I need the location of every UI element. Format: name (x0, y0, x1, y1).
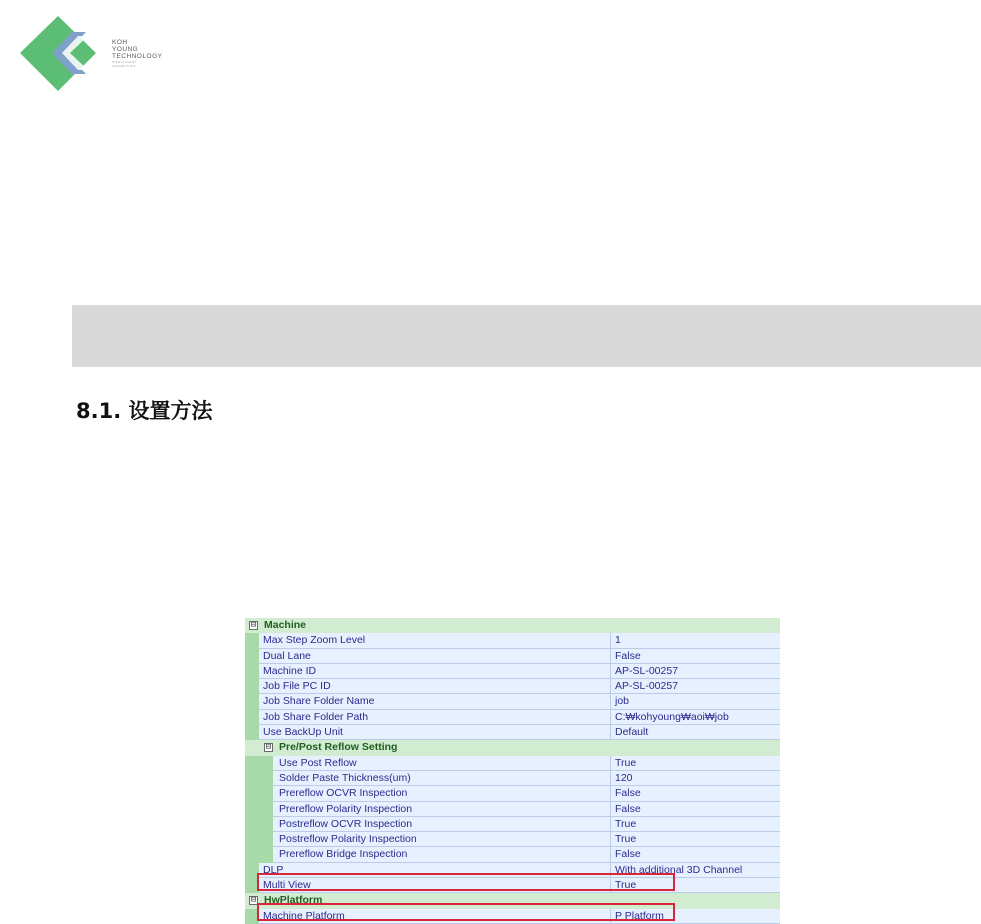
property-name: Solder Paste Thickness(um) (273, 771, 611, 786)
property-name: Machine Platform (259, 909, 611, 924)
property-name: Job File PC ID (259, 679, 611, 694)
property-value[interactable]: False (611, 802, 780, 817)
grid-row[interactable] (245, 694, 780, 709)
property-name: Use Post Reflow (273, 756, 611, 771)
property-name: Use BackUp Unit (259, 725, 611, 740)
grid-row[interactable] (245, 802, 780, 817)
collapse-icon[interactable]: ⊟ (250, 895, 257, 906)
category-hwplatform[interactable] (245, 893, 780, 908)
category-machine[interactable] (245, 618, 780, 633)
property-value[interactable]: True (611, 756, 780, 771)
logo-line-1: KOH (112, 39, 128, 46)
grid-row[interactable] (245, 817, 780, 832)
property-name: Prereflow Polarity Inspection (273, 802, 611, 817)
grid-row[interactable] (245, 664, 780, 679)
grid-row[interactable] (245, 756, 780, 771)
property-name: Multi View (259, 878, 611, 893)
grid-row[interactable] (245, 786, 780, 801)
property-name: Machine ID (259, 664, 611, 679)
property-value[interactable]: P Platform (611, 909, 780, 924)
grid-row[interactable] (245, 633, 780, 648)
grid-row[interactable] (245, 710, 780, 725)
property-value[interactable]: False (611, 847, 780, 862)
property-grid (245, 618, 780, 924)
property-name: Prereflow OCVR Inspection (273, 786, 611, 801)
logo-line-2: YOUNG (112, 46, 139, 53)
grid-row-multi-view[interactable] (245, 878, 780, 893)
grid-row-machine-platform[interactable] (245, 909, 780, 924)
logo-wordmark (112, 39, 163, 68)
property-value[interactable]: 1 (611, 633, 780, 648)
property-value[interactable]: 120 (611, 771, 780, 786)
category-label: HwPlatform (264, 894, 323, 907)
collapse-icon[interactable]: ⊟ (265, 742, 272, 753)
property-name: Dual Lane (259, 649, 611, 664)
category-reflow-setting[interactable] (245, 740, 780, 755)
property-value[interactable]: Default (611, 725, 780, 740)
koh-young-logo (18, 14, 178, 94)
logo-line-3: TECHNOLOGY (112, 53, 163, 60)
property-value[interactable]: job (611, 694, 780, 709)
property-value[interactable]: C:₩kohyoung₩aoi₩job (611, 710, 780, 725)
property-value[interactable]: False (611, 786, 780, 801)
property-value[interactable]: False (611, 649, 780, 664)
logo-tag-2: INSPECTION (112, 64, 136, 68)
logo-tag-1: INTELLIGENT (112, 60, 137, 64)
chapter-banner (72, 305, 981, 367)
property-value[interactable]: AP-SL-00257 (611, 664, 780, 679)
grid-row[interactable] (245, 649, 780, 664)
grid-row[interactable] (245, 725, 780, 740)
property-value[interactable]: AP-SL-00257 (611, 679, 780, 694)
grid-row[interactable] (245, 679, 780, 694)
property-value[interactable]: True (611, 832, 780, 847)
logo-mark-icon (18, 14, 108, 94)
grid-row[interactable] (245, 847, 780, 862)
property-name: Max Step Zoom Level (259, 633, 611, 648)
grid-row[interactable] (245, 863, 780, 878)
property-name: Postreflow Polarity Inspection (273, 832, 611, 847)
section-heading: 8.1. 设置方法 (76, 399, 213, 423)
property-name: Job Share Folder Name (259, 694, 611, 709)
property-name: Job Share Folder Path (259, 710, 611, 725)
grid-row[interactable] (245, 771, 780, 786)
property-name: Prereflow Bridge Inspection (273, 847, 611, 862)
category-label: Pre/Post Reflow Setting (279, 741, 398, 754)
grid-row[interactable] (245, 832, 780, 847)
collapse-icon[interactable]: ⊟ (250, 620, 257, 630)
property-value[interactable]: With additional 3D Channel (611, 863, 780, 878)
property-name: DLP (259, 863, 611, 878)
property-name: Postreflow OCVR Inspection (273, 817, 611, 832)
property-value[interactable]: True (611, 817, 780, 832)
property-value[interactable]: True (611, 878, 780, 893)
category-label: Machine (264, 619, 307, 631)
